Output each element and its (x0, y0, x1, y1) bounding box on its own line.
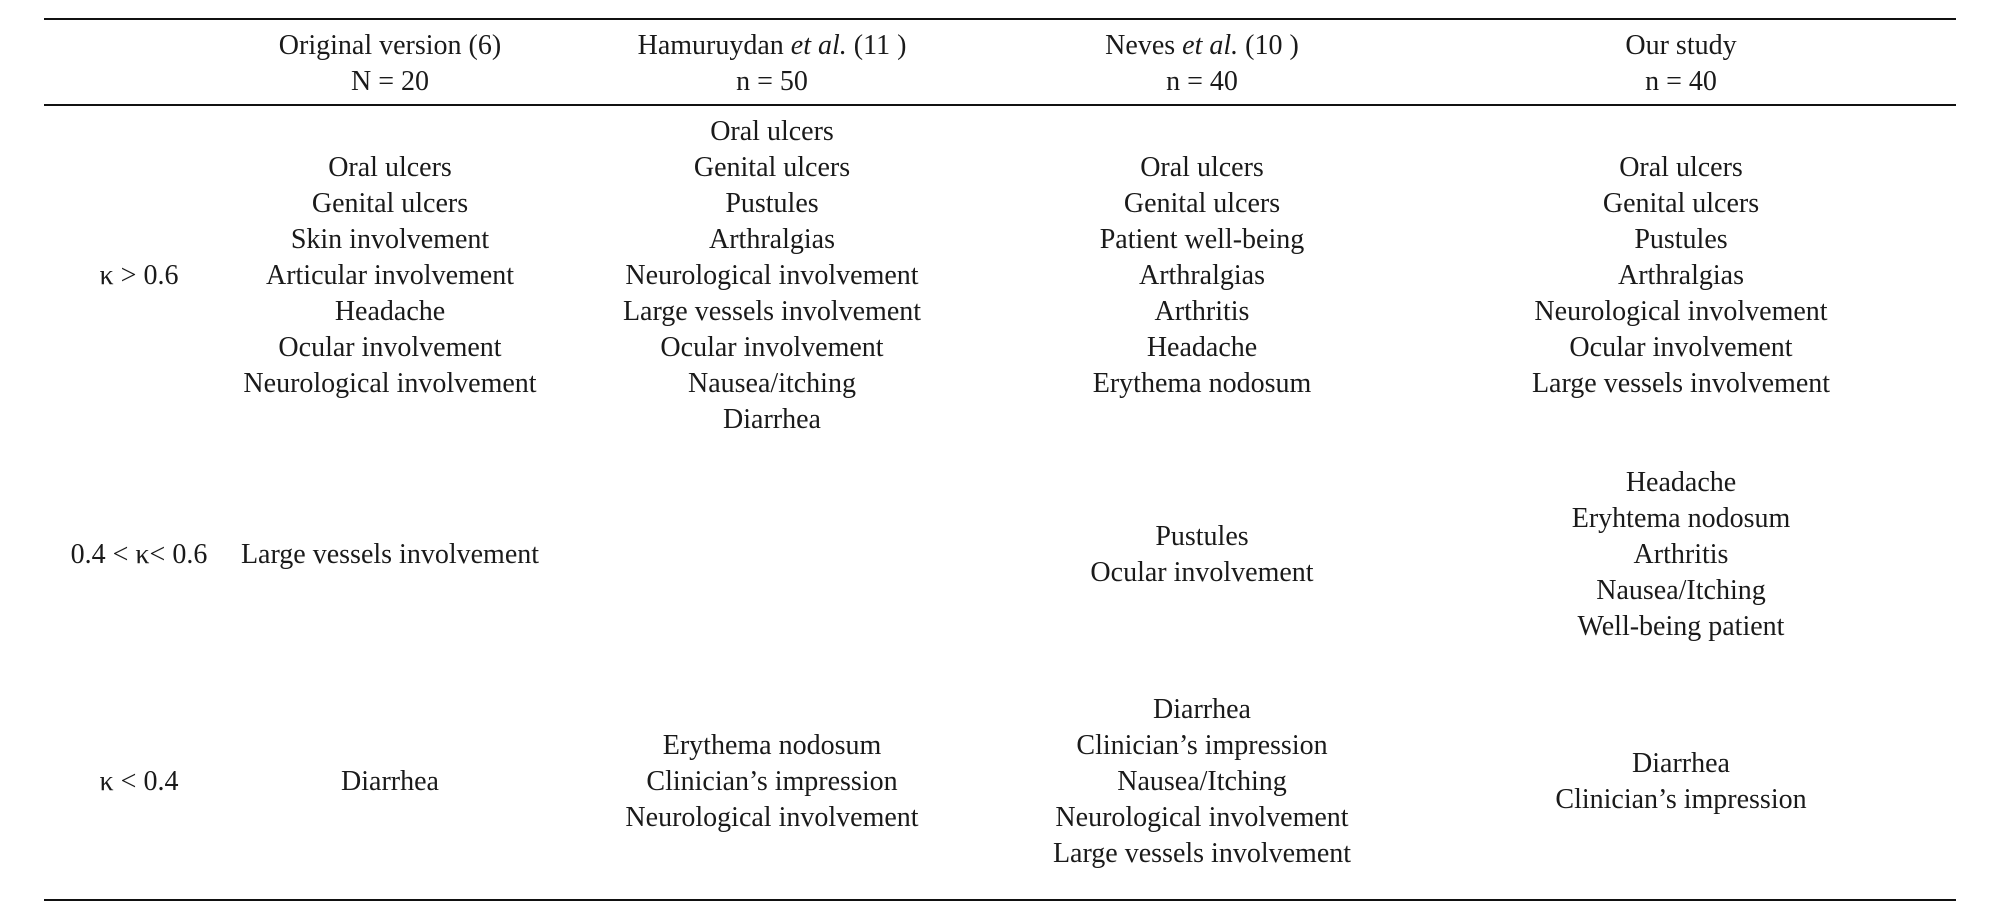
symptom-item: Headache (1625, 467, 1737, 498)
cell-original-low (234, 664, 546, 900)
symptom-item: Oral ulcers (328, 152, 452, 183)
header-title: Our study (1625, 30, 1737, 61)
symptom-item: Diarrhea (1153, 693, 1251, 725)
symptom-item: Ocular involvement (278, 332, 502, 363)
header-our-study (1406, 19, 1956, 105)
symptom-item: Arthralgias (1139, 260, 1265, 291)
symptom-item: Arthralgias (1618, 260, 1744, 291)
symptom-item: Arthralgias (709, 224, 835, 255)
symptom-item: Diarrhea (723, 404, 821, 435)
symptom-item: Erythema nodosum (662, 729, 882, 761)
symptom-item: Nausea/itching (688, 368, 856, 399)
header-hamuruydan (546, 19, 998, 105)
symptom-item: Well-being patient (1577, 611, 1785, 642)
symptom-item: Oral ulcers (1619, 152, 1743, 183)
table-header (44, 19, 1956, 105)
cell-hamuruydan-low (546, 664, 998, 900)
symptom-item: Oral ulcers (1140, 152, 1264, 183)
table-row (44, 105, 1956, 446)
cell-neves-moderate (998, 446, 1406, 664)
symptom-item: Skin involvement (290, 224, 490, 255)
symptom-item: Neurological involvement (625, 260, 919, 291)
header-sample-size: n = 40 (1645, 66, 1717, 97)
symptom-item: Genital ulcers (311, 188, 469, 219)
symptom-item: Articular involvement (265, 260, 515, 291)
symptom-item: Headache (1146, 332, 1258, 363)
symptom-item: Clinician’s impression (646, 765, 898, 797)
symptom-item: Diarrhea (1632, 747, 1730, 779)
symptom-item: Ocular involvement (1090, 557, 1314, 588)
table-row (44, 446, 1956, 664)
cell-hamuruydan-moderate (546, 446, 998, 664)
symptom-item: Headache (334, 296, 446, 327)
symptom-item: Pustules (1634, 224, 1728, 255)
symptom-item: Large vessels involvement (240, 539, 540, 570)
symptom-item: Pustules (1155, 521, 1249, 552)
symptom-item: Arthritis (1154, 296, 1250, 327)
symptom-item: Erythema nodosum (1092, 368, 1312, 399)
table-body (44, 105, 1956, 900)
header-title: Hamuruydan et al. (11 ) (637, 30, 907, 61)
symptom-item: Clinician’s impression (1076, 729, 1328, 761)
symptom-item: Large vessels involvement (1052, 837, 1352, 869)
cell-neves-high (998, 105, 1406, 446)
symptom-item: Ocular involvement (1569, 332, 1793, 363)
kappa-comparison-table-wrapper (44, 18, 1956, 901)
table-row (44, 664, 1956, 900)
cell-our-study-high (1406, 105, 1956, 446)
cell-original-high (234, 105, 546, 446)
header-sample-size: n = 40 (1166, 66, 1238, 97)
symptom-item: Nausea/Itching (1596, 575, 1766, 606)
header-neves (998, 19, 1406, 105)
symptom-item: Ocular involvement (660, 332, 884, 363)
header-sample-size: N = 20 (350, 66, 429, 97)
cell-original-moderate (234, 446, 546, 664)
header-title: Neves et al. (10 ) (1105, 30, 1299, 61)
symptom-item: Patient well-being (1099, 224, 1305, 255)
symptom-item: Clinician’s impression (1555, 783, 1807, 815)
symptom-item: Diarrhea (341, 765, 439, 797)
header-blank (44, 19, 234, 105)
row-label-kappa-moderate: 0.4 < κ< 0.6 (70, 539, 208, 570)
row-label-kappa-low: κ < 0.4 (99, 765, 179, 797)
cell-neves-low (998, 664, 1406, 900)
cell-hamuruydan-high (546, 105, 998, 446)
symptom-item: Oral ulcers (710, 116, 834, 147)
header-original-version (234, 19, 546, 105)
cell-our-study-moderate (1406, 446, 1956, 664)
row-label-kappa-high: κ > 0.6 (99, 260, 179, 291)
symptom-item: Genital ulcers (693, 152, 851, 183)
symptom-item: Eryhtema nodosum (1571, 503, 1791, 534)
cell-our-study-low (1406, 664, 1956, 900)
symptom-item: Genital ulcers (1602, 188, 1760, 219)
symptom-item: Neurological involvement (1534, 296, 1828, 327)
header-row (44, 19, 1956, 105)
symptom-item: Neurological involvement (243, 368, 537, 399)
header-sample-size: n = 50 (736, 66, 808, 97)
symptom-item: Large vessels involvement (622, 296, 922, 327)
kappa-comparison-table (44, 18, 1956, 901)
symptom-item: Pustules (725, 188, 819, 219)
header-title: Original version (6) (278, 30, 502, 61)
symptom-item: Arthritis (1633, 539, 1729, 570)
symptom-item: Neurological involvement (1055, 801, 1349, 833)
symptom-item: Neurological involvement (625, 801, 919, 833)
symptom-item: Nausea/Itching (1117, 765, 1287, 797)
symptom-item: Large vessels involvement (1531, 368, 1831, 399)
symptom-item: Genital ulcers (1123, 188, 1281, 219)
